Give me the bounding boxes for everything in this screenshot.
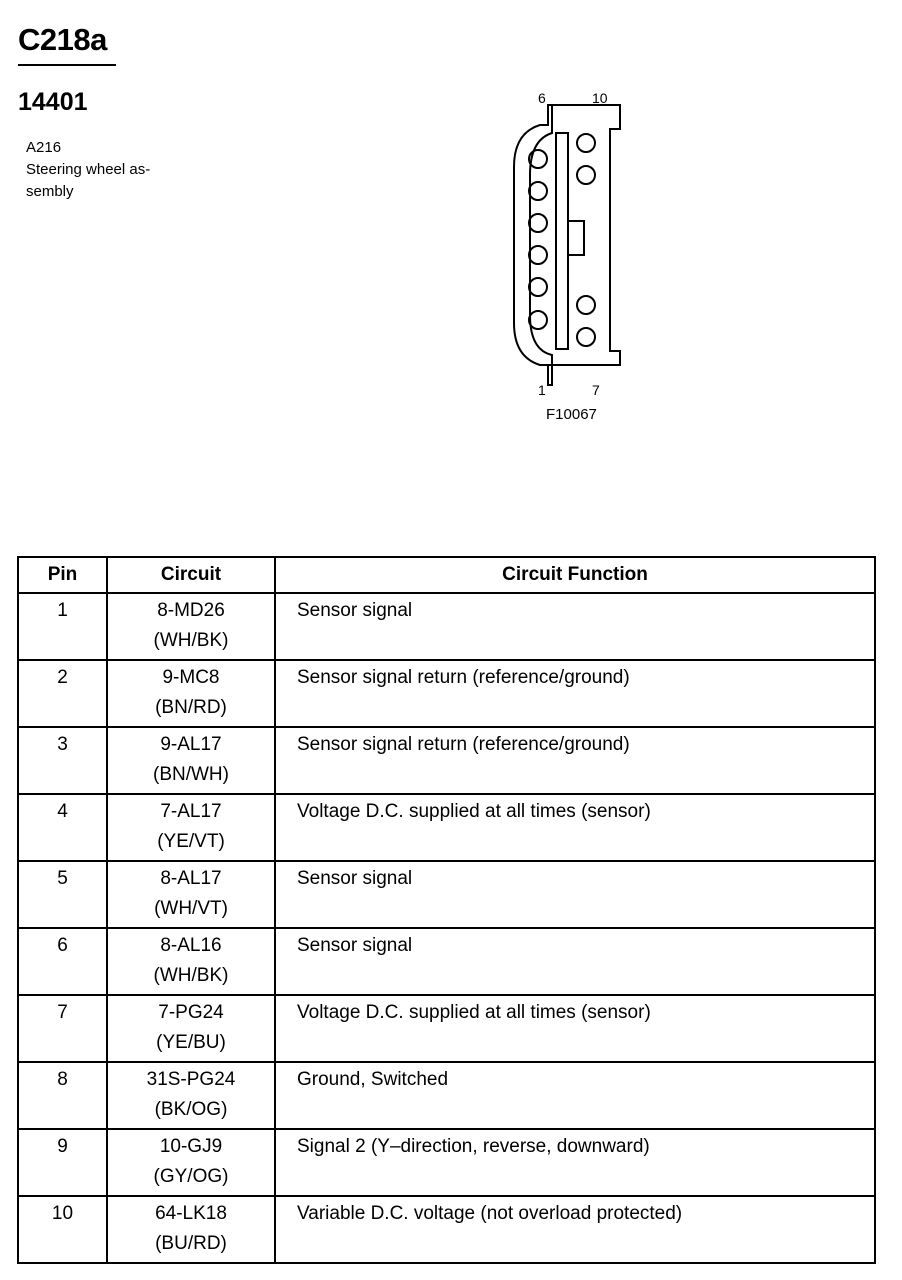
pin-label-10: 10 [592, 90, 608, 106]
pin-cavity-10 [577, 134, 595, 152]
part-number: 14401 [18, 88, 88, 116]
pin-number: 9 [18, 1129, 107, 1196]
circuit-function: Sensor signal [275, 928, 875, 995]
pin-cavity-7 [577, 328, 595, 346]
circuit-cell [107, 727, 275, 794]
connector-housing-outline [514, 105, 552, 385]
circuit-function: Signal 2 (Y–direction, reverse, downward) [275, 1129, 875, 1196]
component-code: A216 [26, 139, 62, 156]
table-row [18, 727, 875, 794]
circuit-cell [107, 593, 275, 660]
table-row [18, 928, 875, 995]
wire-color: (BN/RD) [155, 697, 227, 718]
circuit-function: Sensor signal [275, 861, 875, 928]
circuit-id: 7-PG24 [158, 1002, 224, 1023]
component-description [26, 137, 150, 203]
wire-color: (WH/VT) [154, 898, 228, 919]
pin-number: 1 [18, 593, 107, 660]
pin-number: 4 [18, 794, 107, 861]
component-name-line1: Steering wheel as- [26, 161, 151, 178]
circuit-id: 8-MD26 [157, 600, 225, 621]
table-row [18, 1129, 875, 1196]
circuit-cell [107, 660, 275, 727]
pin-cavity-4 [529, 214, 547, 232]
circuit-id: 8-AL17 [160, 868, 222, 889]
circuit-id: 9-MC8 [162, 667, 220, 688]
connector-lock-tab [568, 221, 584, 255]
circuit-id: 31S-PG24 [146, 1069, 236, 1090]
pin-cavity-9 [577, 166, 595, 184]
circuit-cell [107, 1129, 275, 1196]
connector-id-underline [18, 64, 116, 66]
pin-number: 7 [18, 995, 107, 1062]
circuit-id: 9-AL17 [160, 734, 222, 755]
wire-color: (BK/OG) [154, 1099, 228, 1120]
pin-number: 3 [18, 727, 107, 794]
table-row [18, 861, 875, 928]
pin-cavity-3 [529, 246, 547, 264]
header-circuit-function: Circuit Function [275, 557, 875, 593]
pin-label-6: 6 [538, 90, 546, 106]
table-header-row [18, 557, 875, 593]
circuit-id: 7-AL17 [160, 801, 222, 822]
circuit-cell [107, 1196, 275, 1263]
pin-number: 8 [18, 1062, 107, 1129]
connector-id: C218a [18, 22, 107, 57]
circuit-function: Sensor signal [275, 593, 875, 660]
connector-divider-bar [556, 133, 568, 349]
pin-number: 2 [18, 660, 107, 727]
circuit-id: 10-GJ9 [159, 1136, 223, 1157]
pin-number: 5 [18, 861, 107, 928]
connector-face-diagram [500, 85, 640, 405]
component-name-line2: sembly [26, 183, 74, 200]
circuit-cell [107, 794, 275, 861]
table-row [18, 995, 875, 1062]
circuit-function: Voltage D.C. supplied at all times (sensor) [275, 794, 875, 861]
circuit-function: Ground, Switched [275, 1062, 875, 1129]
circuit-id: 64-LK18 [155, 1203, 227, 1224]
table-row [18, 794, 875, 861]
pin-cavity-1 [529, 311, 547, 329]
wire-color: (BU/RD) [155, 1233, 227, 1254]
circuit-function: Sensor signal return (reference/ground) [275, 660, 875, 727]
circuit-cell [107, 861, 275, 928]
pin-number: 10 [18, 1196, 107, 1263]
circuit-function: Variable D.C. voltage (not overload protected) [275, 1196, 875, 1263]
pin-label-1: 1 [538, 382, 546, 398]
pin-label-7: 7 [592, 382, 600, 398]
table-row [18, 593, 875, 660]
wire-color: (WH/BK) [153, 630, 229, 651]
pinout-table [17, 556, 876, 1264]
circuit-cell [107, 928, 275, 995]
wire-color: (BN/WH) [153, 764, 229, 785]
wire-color: (GY/OG) [153, 1166, 229, 1187]
pin-cavity-8 [577, 296, 595, 314]
pin-number: 6 [18, 928, 107, 995]
table-row [18, 1196, 875, 1263]
circuit-id: 8-AL16 [160, 935, 222, 956]
wire-color: (YE/VT) [157, 831, 225, 852]
circuit-function: Voltage D.C. supplied at all times (sensor) [275, 995, 875, 1062]
wire-color: (YE/BU) [156, 1032, 226, 1053]
circuit-function: Sensor signal return (reference/ground) [275, 727, 875, 794]
figure-code: F10067 [546, 406, 597, 423]
pin-cavity-5 [529, 182, 547, 200]
table-row [18, 660, 875, 727]
circuit-cell [107, 995, 275, 1062]
wire-color: (WH/BK) [153, 965, 229, 986]
pin-cavity-2 [529, 278, 547, 296]
header-pin: Pin [18, 557, 107, 593]
header-circuit: Circuit [107, 557, 275, 593]
circuit-cell [107, 1062, 275, 1129]
table-row [18, 1062, 875, 1129]
